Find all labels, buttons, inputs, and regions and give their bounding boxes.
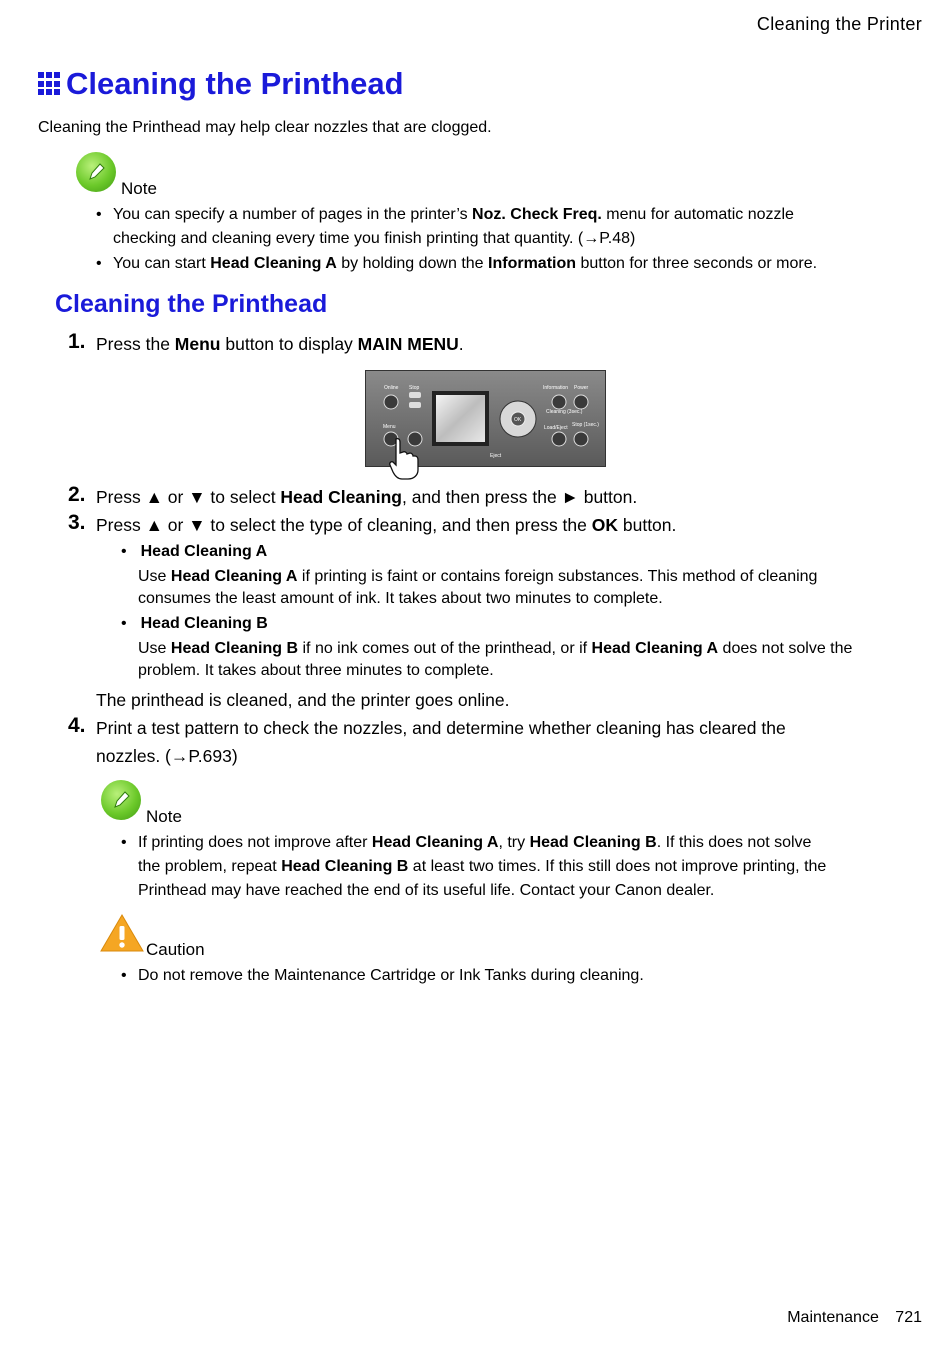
note-bullet-1: • You can specify a number of pages in the printer’s Noz. Check Freq. menu for automatic nozzle checking and cleaning every time you finish printing that quantity. (→P.48) <box>96 206 794 247</box>
subheading: Cleaning the Printhead <box>55 290 328 318</box>
control-panel-illustration <box>365 370 606 467</box>
panel-menu-label: Menu <box>383 424 396 430</box>
note-bullet-2: • You can start Head Cleaning A by holding down the Information button for three seconds or more. <box>96 255 818 272</box>
step-3-result: The printhead is cleaned, and the printer goes online. <box>96 690 510 710</box>
step-4-text: Print a test pattern to check the nozzles, and determine whether cleaning has cleared the nozzles. (→P.693) <box>96 718 786 766</box>
note-2-bullet: • If printing does not improve after Head Cleaning A, try Head Cleaning B. If this does not solve the problem, repeat Head Cleaning B at least two times. If this still does not improve printing, the Printhead may have reached the end of its useful life. Contact your Canon dealer. <box>121 834 827 899</box>
caution-icon <box>99 913 145 953</box>
footer-chapter: Maintenance <box>787 1309 879 1326</box>
note-label: Note <box>121 179 157 198</box>
step-3-number: 3. <box>68 511 86 534</box>
option-b-heading: • Head Cleaning B <box>121 615 268 632</box>
caution-bullet: • Do not remove the Maintenance Cartridge or Ink Tanks during cleaning. <box>121 967 644 984</box>
page-footer <box>787 1309 922 1327</box>
step-3-text: Press ▲ or ▼ to select the type of cleaning, and then press the OK button. <box>96 515 677 535</box>
panel-online-label: Online <box>384 385 399 391</box>
step-4-number: 4. <box>68 714 86 737</box>
step-2-text: Press ▲ or ▼ to select Head Cleaning, and then press the ► button. <box>96 487 638 507</box>
panel-stop-eject-label: Stop (1sec.) <box>572 422 599 428</box>
footer-page-number: 721 <box>895 1309 922 1326</box>
intro-text: Cleaning the Printhead may help clear nozzles that are clogged. <box>38 119 492 136</box>
panel-power-label: Power <box>574 385 589 391</box>
panel-cleaning-label: Cleaning (3sec.) <box>546 409 583 415</box>
option-b-description: Use Head Cleaning B if no ink comes out of the printhead, or if Head Cleaning A does not solve the problem. It takes about three minutes to complete. <box>138 640 853 679</box>
note-pencil-icon <box>101 780 141 820</box>
note-2-label: Note <box>146 807 182 826</box>
panel-stop-label: Stop <box>409 385 420 391</box>
option-a-description: Use Head Cleaning A if printing is faint or contains foreign substances. This method of cleaning consumes the least amount of ink. It takes about two minutes to complete. <box>138 568 818 607</box>
step-2-number: 2. <box>68 483 86 506</box>
panel-ok-label: OK <box>514 417 522 423</box>
page-title <box>38 66 404 102</box>
step-1-text: Press the Menu button to display MAIN MENU. <box>96 334 464 354</box>
panel-eject-label: Eject <box>490 453 502 459</box>
panel-information-label: Information <box>543 385 569 391</box>
caution-label: Caution <box>146 940 205 959</box>
step-1-number: 1. <box>68 330 86 353</box>
grid-icon <box>38 72 62 96</box>
note-pencil-icon <box>76 152 116 192</box>
panel-load-eject-label: Load/Eject <box>544 425 568 431</box>
hand-pointer-icon <box>388 437 422 481</box>
page-title-text: Cleaning the Printhead <box>66 66 404 101</box>
option-a-heading: • Head Cleaning A <box>121 543 268 560</box>
running-header: Cleaning the Printer <box>756 14 922 34</box>
